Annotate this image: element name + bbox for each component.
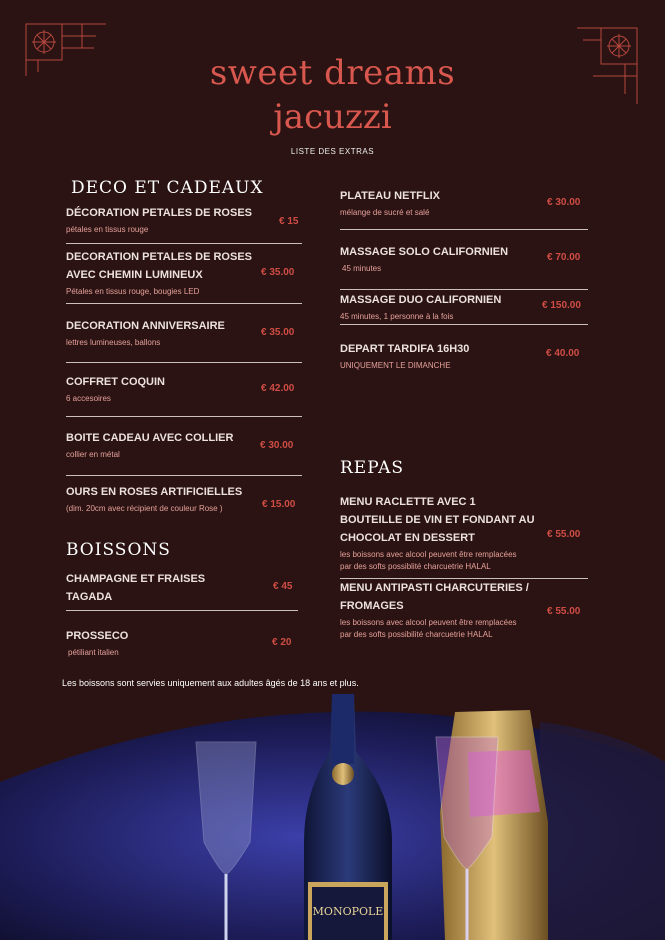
item-desc: 45 minutes [342, 264, 382, 273]
divider [66, 610, 298, 611]
item-name: MENU ANTIPASTI CHARCUTERIES / FROMAGES [340, 582, 529, 612]
item-desc: collier en métal [66, 450, 120, 459]
divider [66, 243, 302, 244]
divider [340, 324, 588, 325]
menu-item [66, 317, 302, 349]
item-name: CHAMPAGNE ET FRAISES TAGADA [66, 573, 206, 603]
divider [66, 475, 302, 476]
item-price: € 40.00 [546, 348, 580, 359]
item-desc: les boissons avec alcool peuvent être remplacées par des softs possibilité charcuetrie HALAL [340, 618, 517, 639]
item-desc: les boissons avec alcool peuvent être remplacées par des softs possiblité charcuetrie HALAL [340, 550, 517, 571]
item-price: € 55.00 [547, 606, 581, 617]
section-title-deco: DECO ET CADEAUX [71, 178, 264, 198]
item-price: € 30.00 [547, 197, 581, 208]
item-price: € 42.00 [261, 383, 295, 394]
brand-title: sweet dreams [209, 53, 456, 93]
item-name: DECORATION ANNIVERSAIRE [66, 320, 225, 332]
menu-item [66, 570, 293, 606]
menu-item [66, 204, 302, 236]
item-desc: 6 accesoires [66, 394, 111, 403]
divider [66, 362, 302, 363]
menu-item [340, 243, 588, 275]
item-desc: pétales en tissus rouge [66, 225, 149, 234]
item-name: COFFRET COQUIN [66, 376, 165, 388]
menu-item [340, 187, 588, 219]
menu-item [66, 483, 302, 515]
item-name: PROSSECO [66, 630, 129, 642]
bottle-label: MONOPOLE [312, 905, 384, 918]
item-price: € 150.00 [542, 300, 581, 311]
item-price: € 15 [279, 216, 299, 227]
item-name: MENU RACLETTE AVEC 1 BOUTEILLE DE VIN ET FONDANT AU CHOCOLAT EN DESSERT [340, 496, 535, 544]
item-price: € 55.00 [547, 529, 581, 540]
item-name: PLATEAU NETFLIX [340, 190, 441, 202]
item-desc: Pétales en tissus rouge, bougies LED [66, 287, 200, 296]
item-price: € 35.00 [261, 327, 295, 338]
menu-item [66, 373, 302, 405]
item-desc: mélange de sucré et salé [340, 208, 430, 217]
item-name: DECORATION PETALES DE ROSES AVEC CHEMIN LUMINEUX [66, 251, 253, 281]
menu-item [340, 579, 581, 641]
item-desc: 45 minutes, 1 personne à la fois [340, 312, 454, 321]
footer-note: Les boissons sont servies uniquement aux adultes âgés de 18 ans et plus. [62, 678, 359, 688]
divider [340, 229, 588, 230]
menu-item [340, 291, 588, 323]
section-title-boissons: BOISSONS [66, 540, 171, 560]
item-name: MASSAGE SOLO CALIFORNIEN [340, 246, 509, 258]
item-name: OURS EN ROSES ARTIFICIELLES [66, 486, 243, 498]
menu-item [66, 627, 302, 659]
item-name: DEPART TARDIFA 16H30 [340, 343, 470, 355]
item-desc: pétiliant italien [68, 648, 119, 657]
item-price: € 45 [273, 581, 293, 592]
item-price: € 70.00 [547, 252, 581, 263]
item-name: MASSAGE DUO CALIFORNIEN [340, 294, 502, 306]
divider [340, 289, 588, 290]
brand-subtitle: jacuzzi [273, 97, 392, 137]
section-title-repas: REPAS [340, 458, 405, 478]
item-name: BOITE CADEAU AVEC COLLIER [66, 432, 234, 444]
item-name: DÉCORATION PETALES DE ROSES [66, 207, 253, 219]
champagne-photo [0, 692, 665, 940]
item-desc: lettres lumineuses, ballons [66, 338, 161, 347]
menu-item [66, 248, 295, 298]
menu-item [340, 340, 588, 372]
item-price: € 20 [272, 637, 292, 648]
divider [66, 416, 302, 417]
divider [66, 303, 302, 304]
page-subtitle: LISTE DES EXTRAS [290, 147, 375, 156]
menu-item [66, 429, 302, 461]
item-price: € 15.00 [262, 499, 296, 510]
item-price: € 35.00 [261, 267, 295, 278]
item-desc: (dim. 20cm avec récipient de couleur Rose ) [66, 504, 223, 513]
item-desc: UNIQUEMENT LE DIMANCHE [340, 361, 451, 370]
menu-item [340, 493, 581, 573]
item-price: € 30.00 [260, 440, 294, 451]
